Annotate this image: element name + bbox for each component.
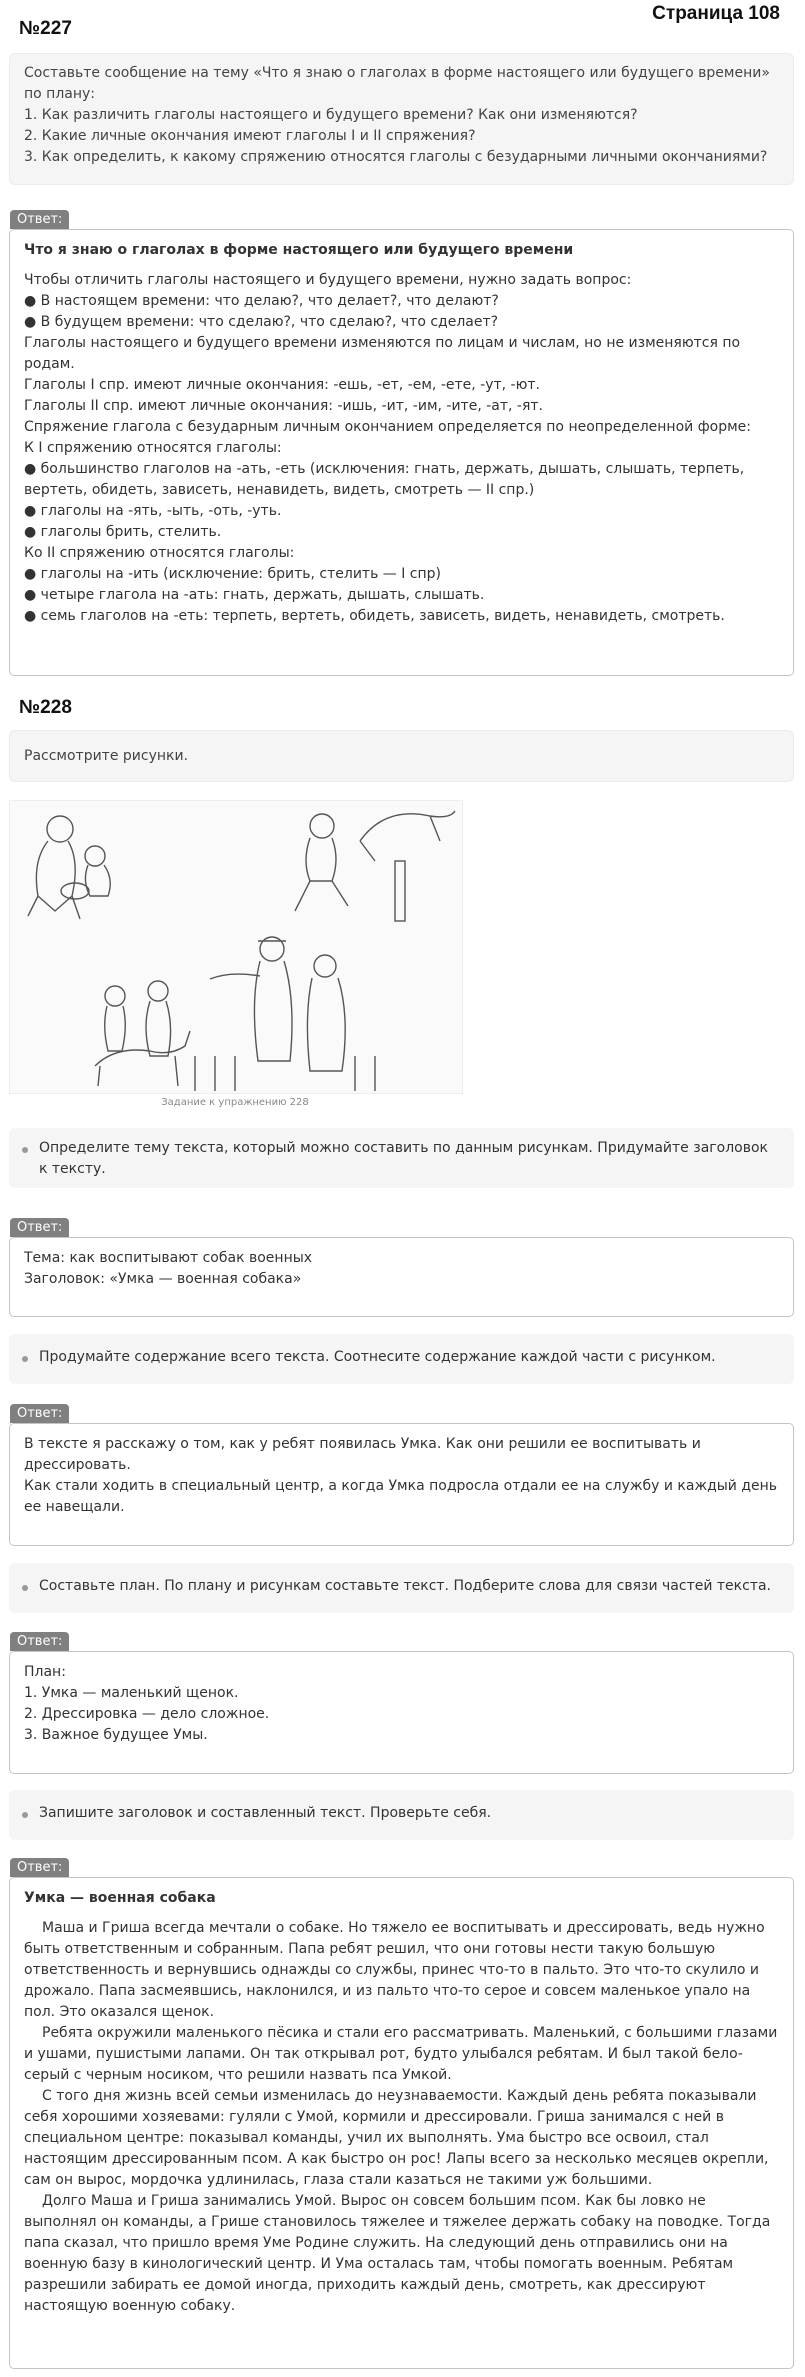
answer-line: К I спряжению относятся глаголы: [24,440,282,456]
answer-line: Тема: как воспитывают собак военных [24,1250,313,1266]
answer-line: ● четыре глагола на -ать: гнать, держать, дышать, слышать. [24,587,485,603]
bullet-icon [22,1585,28,1591]
task-text: 1. Как различить глаголы настоящего и будущего времени? Как они изменяются? [24,107,638,123]
story-text [24,1918,779,2317]
answer-line: Как стали ходить в специальный центр, а когда Умка подросла отдали ее на службу и каждый день ее навещали. [24,1478,778,1515]
answer-line: План: [24,1664,66,1680]
question-4 [9,1790,794,1840]
question-1 [9,1128,794,1188]
illustration-drawing [10,801,462,1093]
answer-heading: Что я знаю о глаголах в форме настоящего или будущего времени [24,242,574,258]
exercise-228-title: №228 [19,697,72,718]
bullet-icon [22,1812,28,1818]
story-paragraph: Ребята окружили маленького пёсика и стали его рассматривать. Маленький, с большими глазами и ушами, пушистыми лапами. Он так открывал рот, будто улыбался ребятам. И был такой бело-серый с черным носиком, что решили назвать пса Умкой. [24,2025,778,2083]
answer-line: Глаголы II спр. имеют личные окончания: -ишь, -ит, -им, -ите, -ат, -ят. [24,398,543,414]
exercise-227-task [9,53,794,185]
answer-line: Глаголы настоящего и будущего времени изменяются по лицам и числам, но не изменяются по родам. [24,335,741,372]
answer-line: ● В будущем времени: что сделаю?, что сделаю?, что сделает? [24,314,499,330]
answer-line: Спряжение глагола с безударным личным окончанием определяется по неопределенной форме: [24,419,752,435]
bullet-icon [22,1147,28,1153]
answer-line: В тексте я расскажу о том, как у ребят появилась Умка. Как они решили ее воспитывать и дрессировать. [24,1436,701,1473]
story-paragraph: Маша и Гриша всегда мечтали о собаке. Но тяжело ее воспитывать и дрессировать, ведь нужно быть ответственным и собранным. Папа ребят решил, что они готовы нести такую большую ответственность и вернувшись однажды со службы, принес что-то в пальто. Это что-то скулило и дрожало. Папа засмеявшись, наклонился, и из пальто что-то серое и совсем маленькое упало на пол. Это оказался щенок. [24,1920,765,2020]
page-number: Страница 108 [652,3,780,24]
task-text: 3. Как определить, к какому спряжению относятся глаголы с безударными личными окончаниями? [24,149,768,165]
question-2 [9,1334,794,1384]
answer-line: 3. Важное будущее Умы. [24,1727,208,1743]
answer-label: Ответ: [10,1218,69,1237]
story-paragraph: С того дня жизнь всей семьи изменилась до неузнаваемости. Каждый день ребята показывали себя хорошими хозяевами: гуляли с Умой, кормили и дрессировали. Гриша занимался с ней в специальном центре: показывал команды, учил их выполнять. Ума быстро все освоил, стал настоящим дрессированным псом. А как быстро он рос! Лапы всего за несколько месяцев окрепли, сам он вырос, мордочка удлинилась, глаза стали казаться не такими уж большими. [24,2088,769,2188]
answer-line: Заголовок: «Умка — военная собака» [24,1271,302,1287]
answer-label: Ответ: [10,1404,69,1423]
answer-3 [9,1651,794,1774]
answer-line: ● глаголы брить, стелить. [24,524,222,540]
figure-caption: Задание к упражнению 228 [161,1097,309,1108]
answer-line: 1. Умка — маленький щенок. [24,1685,239,1701]
answer-label: Ответ: [10,210,69,229]
task-text: Составьте сообщение на тему «Что я знаю о глаголах в форме настоящего или будущего времени» по плану: [24,65,770,102]
story-paragraph: Долго Маша и Гриша занимались Умой. Вырос он совсем большим псом. Как бы ловко не выполнял он команды, а Грише становилось тяжелее и тяжелее держать собаку на поводке. Тогда папа сказал, что пришло время Уме Родине служить. На следующий день отправились они на военную базу в кинологический центр. И Ума осталась там, чтобы помогать военным. Ребятам разрешили забирать ее домой иногда, приходить каждый день, смотреть, как дрессируют настоящую военную собаку. [24,2193,771,2314]
answer-line: ● большинство глаголов на -ать, -еть (исключения: гнать, держать, дышать, слышать, терпеть, вертеть, обидеть, зависеть, ненавидеть, видеть, смотреть — II спр.) [24,461,745,498]
question-text: Составьте план. По плану и рисункам составьте текст. Подберите слова для связи частей текста. [39,1578,771,1594]
exercise-227-answer [9,229,794,676]
answer-line: 2. Дрессировка — дело сложное. [24,1706,270,1722]
answer-line: ● семь глаголов на -еть: терпеть, вертеть, обидеть, зависеть, видеть, ненавидеть, смотреть. [24,608,725,624]
answer-line: ● В настоящем времени: что делаю?, что делает?, что делают? [24,293,499,309]
task-text: Рассмотрите рисунки. [24,748,189,764]
answer-1 [9,1237,794,1317]
answer-line: Глаголы I спр. имеют личные окончания: -ешь, -ет, -ем, -ете, -ут, -ют. [24,377,540,393]
question-text: Продумайте содержание всего текста. Соотнесите содержание каждой части с рисунком. [39,1349,716,1365]
story-title: Умка — военная собака [24,1890,216,1906]
answer-label: Ответ: [10,1858,69,1877]
exercise-228-task [9,730,794,782]
question-text: Определите тему текста, который можно составить по данным рисункам. Придумайте заголовок к тексту. [39,1140,768,1177]
answer-4 [9,1877,794,2369]
answer-line: Чтобы отличить глаголы настоящего и будущего времени, нужно задать вопрос: [24,272,632,288]
answer-label: Ответ: [10,1632,69,1651]
question-text: Запишите заголовок и составленный текст. Проверьте себя. [39,1805,492,1821]
bullet-icon [22,1356,28,1362]
exercise-illustration [9,800,463,1094]
answer-line: ● глаголы на -ить (исключение: брить, стелить — I спр) [24,566,441,582]
question-3 [9,1563,794,1613]
answer-line: Ко II спряжению относятся глаголы: [24,545,295,561]
task-text: 2. Какие личные окончания имеют глаголы I и II спряжения? [24,128,476,144]
answer-line: ● глаголы на -ять, -ыть, -оть, -уть. [24,503,282,519]
exercise-227-title: №227 [19,18,72,39]
answer-2 [9,1423,794,1546]
